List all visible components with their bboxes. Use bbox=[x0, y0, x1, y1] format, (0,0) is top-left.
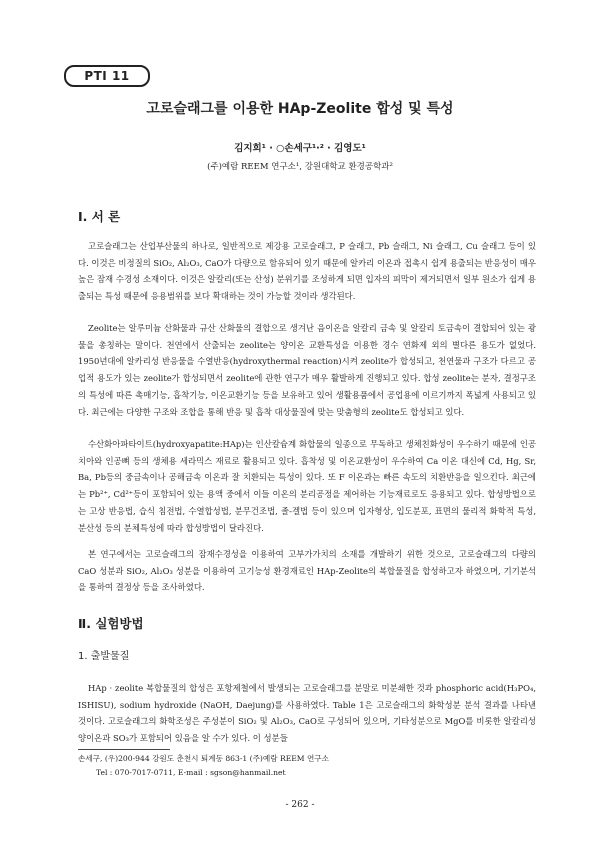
intro-paragraph-3: 수산화아파타이트(hydroxyapatite:HAp)는 인산칼슘계 화합물의 일종으로 무독하고 생체친화성이 우수하기 때문에 인공치아와 인공뼈 등의 생체용 세라믹스 재료로 활용되고 있다. 흡착성 및 이온교환성이 우수하여 Ca 이온 대신에 Cd, Hg, Sr, Ba, Pb등의 중금속이나 공해금속 이온과 잘 치환되는 특성이 있다. 또 F 이온과는 빠른 속도의 치환반응을 일으킨다. 최근에는 Pb²⁺, Cd²⁺등이 포함되어 있는 용액 중에서 이들 이온의 분리공정을 제어하는 기능재료로도 응용되고 있다. 합성방법으로는 고상 반응법, 습식 침전법, 수열합성법, 분무건조법, 졸-겔법 등이 있으며 입자형상, 입도분포, 표면의 물리적 화학적 특성, 분산성 등의 분체특성에 따라 합성방법이 달라진다. bbox=[78, 439, 536, 533]
footnote-rule bbox=[78, 749, 170, 750]
intro-paragraph-1: 고로슬래그는 산업부산물의 하나로, 일반적으로 제강용 고로슬래그, P 슬래그, Pb 슬래그, Ni 슬래그, Cu 슬래그 등이 있다. 이것은 비정질의 SiO₂, Al₂O₃, CaO가 다량으로 함유되어 있기 때문에 알카리 이온과 접촉시 쉽게 용출되는 반응성이 매우 높은 잠재 수경성 소재이다. 이것은 알칼리(또는 산성) 분위기를 조성하게 되면 입자의 피막이 제거되면서 일부 원소가 쉽게 용출되는 특성 때문에 응용범위를 보다 확대하는 것이 가능할 것이라 생각된다. bbox=[78, 241, 536, 302]
session-tag: PTI 11 bbox=[64, 65, 150, 87]
intro-paragraph-4: 본 연구에서는 고로슬래그의 잠재수경성을 이용하여 고부가가치의 소재를 개발하기 위한 것으로, 고로슬래그의 다량의 CaO 성분과 SiO₂, Al₂O₃ 성분을 이용하여 고기능성 환경재료인 HAp-Zeolite의 복합물질을 합성하고자 하였으며, 기기분석을 통하여 결정상 등을 조사하였다. bbox=[78, 549, 536, 593]
footnote-contact: Tel : 070-7017-0711, E-mail : sgson@hanmail.net bbox=[96, 768, 286, 777]
intro-paragraph-2: Zeolite는 알루미늄 산화물과 규산 산화물의 결합으로 생겨난 음이온을 알칼리 금속 및 알칼리 토금속이 결합되어 있는 광물을 총칭하는 말이다. 천연에서 산출되는 zeolite는 양이온 교환특성을 이용한 경수 연화제 외의 별다른 용도가 없었다. 1950년대에 알카리성 반응물을 수열반응(hydroxythermal reaction)시켜 zeolite가 합성되고, 천연물과 구조가 다르고 공업적 용도가 있는 zeolite가 합성되면서 zeolite에 관한 연구가 매우 활발하게 진행되고 있다. 합성 zeolite는 분자, 결정구조의 특성에 따른 촉매기능, 흡착기능, 이온교환기능 등을 보유하고 있어 생활용품에서 공업용에 이르기까지 폭넓게 사용되고 있다. 최근에는 다양한 구조와 조합을 통해 반응 및 흡착 대상물질에 맞는 맞춤형의 zeolite도 합성되고 있다. bbox=[78, 323, 536, 417]
paper-title: 고로슬래그를 이용한 HAp-Zeolite 합성 및 특성 bbox=[146, 101, 454, 117]
page-number: - 262 - bbox=[285, 800, 315, 810]
subsection-heading-materials: 1. 출발물질 bbox=[78, 651, 130, 662]
author-list: 김지희¹ · ○손세구¹·² · 김영도¹ bbox=[234, 143, 366, 154]
footnote-address: 손세구, (우)200-944 강원도 춘천시 퇴계동 863-1 (주)예람 REEM 연구소 bbox=[78, 754, 329, 763]
affiliation: (주)예람 REEM 연구소¹, 강원대학교 환경공학과² bbox=[207, 162, 393, 172]
section-heading-introduction: Ⅰ. 서 론 bbox=[78, 209, 121, 224]
section-heading-methods: Ⅱ. 실험방법 bbox=[78, 616, 144, 631]
methods-paragraph-1: HAp · zeolite 복합물질의 합성은 포항제철에서 발생되는 고로슬래그를 분말로 미분쇄한 것과 phosphoric acid(H₃PO₄, ISHISU), sodium hydroxide (NaOH, Daejung)를 사용하였다. Table 1은 고로슬래그의 화학성분 분석 결과를 나타낸 것이다. 고로슬래그의 화학조성은 주성분이 SiO₂ 및 Al₂O₃, CaO로 구성되어 있으며, 기타성분으로 MgO를 비롯한 알칼리성 양이온과 SO₃가 포함되어 있음을 알 수가 있다. 이 성분들 bbox=[78, 683, 536, 744]
